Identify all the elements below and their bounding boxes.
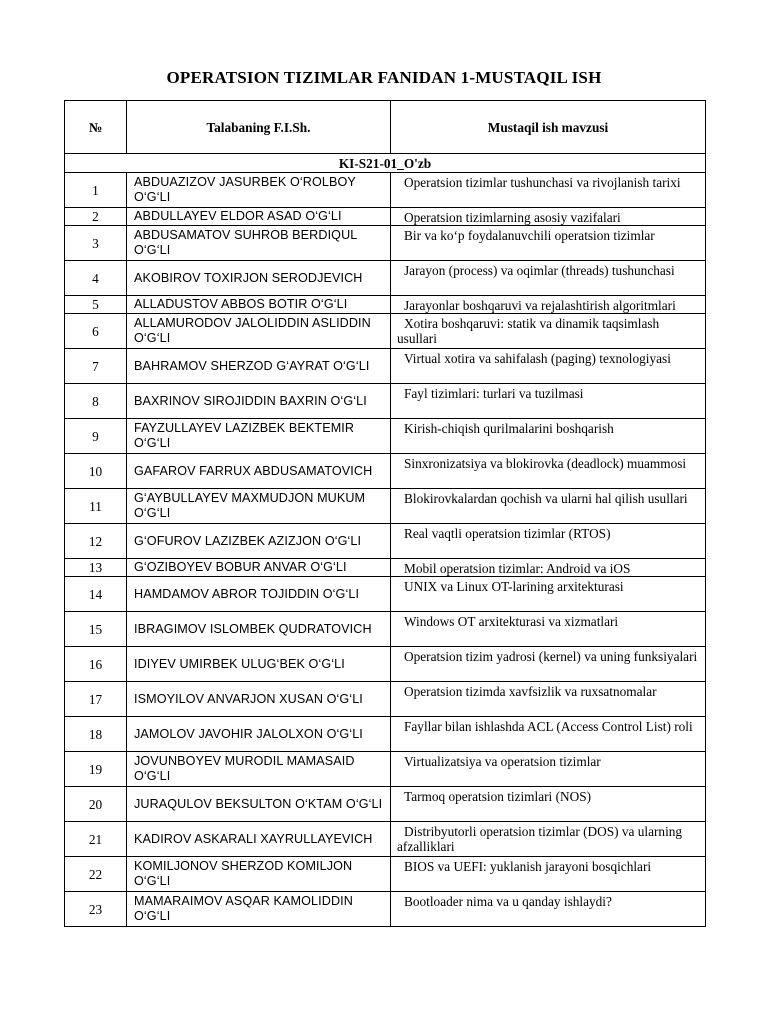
- topic-text: Operatsion tizimlar tushunchasi va rivojlanish tarixi: [404, 175, 681, 190]
- group-row: [65, 154, 706, 173]
- topic-text: Bir va ko‘p foydalanuvchili operatsion tizimlar: [404, 228, 655, 243]
- topic-cell: [391, 752, 706, 787]
- table-row: [65, 226, 706, 261]
- table-row: [65, 419, 706, 454]
- table-row: [65, 489, 706, 524]
- student-name: MAMARAIMOV ASQAR KAMOLIDDIN O‘G‘LI: [127, 892, 391, 927]
- row-number: 20: [65, 787, 127, 822]
- topic-cell: [391, 208, 706, 226]
- student-name: ABDULLAYEV ELDOR ASAD O‘G‘LI: [127, 208, 391, 226]
- topic-cell: [391, 892, 706, 927]
- student-name: IBRAGIMOV ISLOMBEK QUDRATOVICH: [127, 612, 391, 647]
- table-row: [65, 524, 706, 559]
- row-number: 13: [65, 559, 127, 577]
- row-number: 1: [65, 173, 127, 208]
- topic-cell: [391, 261, 706, 296]
- table-row: [65, 717, 706, 752]
- topic-cell: [391, 717, 706, 752]
- topic-cell: [391, 857, 706, 892]
- topic-cell: [391, 419, 706, 454]
- student-name: JAMOLOV JAVOHIR JALOLXON O‘G‘LI: [127, 717, 391, 752]
- topic-cell: [391, 577, 706, 612]
- topic-cell: [391, 559, 706, 577]
- student-name: GAFAROV FARRUX ABDUSAMATOVICH: [127, 454, 391, 489]
- table-row: [65, 559, 706, 577]
- topic-cell: [391, 384, 706, 419]
- student-name: FAYZULLAYEV LAZIZBEK BEKTEMIR O‘G‘LI: [127, 419, 391, 454]
- student-name: KOMILJONOV SHERZOD KOMILJON O‘G‘LI: [127, 857, 391, 892]
- topic-text: BIOS va UEFI: yuklanish jarayoni bosqichlari: [404, 859, 652, 874]
- topic-text: Jarayonlar boshqaruvi va rejalashtirish algoritmlari: [404, 298, 676, 313]
- student-name: ALLAMURODOV JALOLIDDIN ASLIDDIN O‘G‘LI: [127, 314, 391, 349]
- row-number: 22: [65, 857, 127, 892]
- student-name: KADIROV ASKARALI XAYRULLAYEVICH: [127, 822, 391, 857]
- topic-cell: [391, 787, 706, 822]
- row-number: 8: [65, 384, 127, 419]
- table-row: [65, 261, 706, 296]
- topic-text: Operatsion tizim yadrosi (kernel) va uning funksiyalari: [404, 649, 698, 664]
- table-row: [65, 208, 706, 226]
- document-title: OPERATSION TIZIMLAR FANIDAN 1-MUSTAQIL ISH: [166, 68, 602, 87]
- header-topic: Mustaqil ish mavzusi: [391, 101, 706, 154]
- topic-cell: [391, 454, 706, 489]
- row-number: 9: [65, 419, 127, 454]
- row-number: 19: [65, 752, 127, 787]
- student-name: BAXRINOV SIROJIDDIN BAXRIN O‘G‘LI: [127, 384, 391, 419]
- topic-cell: [391, 647, 706, 682]
- student-name: G‘OFUROV LAZIZBEK AZIZJON O‘G‘LI: [127, 524, 391, 559]
- student-name: IDIYEV UMIRBEK ULUG‘BEK O‘G‘LI: [127, 647, 391, 682]
- table-row: [65, 612, 706, 647]
- table-row: [65, 892, 706, 927]
- student-name: HAMDAMOV ABROR TOJIDDIN O‘G‘LI: [127, 577, 391, 612]
- topic-cell: [391, 173, 706, 208]
- student-name: BAHRAMOV SHERZOD G‘AYRAT O‘G‘LI: [127, 349, 391, 384]
- table-row: [65, 314, 706, 349]
- row-number: 18: [65, 717, 127, 752]
- student-name: ALLADUSTOV ABBOS BOTIR O‘G‘LI: [127, 296, 391, 314]
- topic-cell: [391, 314, 706, 349]
- topic-text: Bootloader nima va u qanday ishlaydi?: [404, 894, 612, 909]
- table-row: [65, 349, 706, 384]
- students-table: [64, 100, 706, 927]
- topic-text: Xotira boshqaruvi: statik va dinamik taqsimlash usullari: [397, 316, 660, 346]
- header-student-name: Talabaning F.I.Sh.: [127, 101, 391, 154]
- topic-text: Real vaqtli operatsion tizimlar (RTOS): [404, 526, 611, 541]
- row-number: 10: [65, 454, 127, 489]
- table-row: [65, 647, 706, 682]
- table-row: [65, 682, 706, 717]
- row-number: 11: [65, 489, 127, 524]
- student-name: G‘AYBULLAYEV MAXMUDJON MUKUM O‘G‘LI: [127, 489, 391, 524]
- header-number: №: [65, 101, 127, 154]
- table-row: [65, 787, 706, 822]
- row-number: 23: [65, 892, 127, 927]
- group-label: KI-S21-01_O'zb: [65, 154, 706, 173]
- topic-text: Jarayon (process) va oqimlar (threads) tushunchasi: [404, 263, 675, 278]
- topic-text: Virtual xotira va sahifalash (paging) texnologiyasi: [404, 351, 671, 366]
- table-header-row: [65, 101, 706, 154]
- topic-text: Tarmoq operatsion tizimlari (NOS): [404, 789, 592, 804]
- student-name: G‘OZIBOYEV BOBUR ANVAR O‘G‘LI: [127, 559, 391, 577]
- row-number: 6: [65, 314, 127, 349]
- topic-text: Mobil operatsion tizimlar: Android va iOS: [404, 561, 631, 576]
- topic-text: Distribyutorli operatsion tizimlar (DOS) va ularning afzalliklari: [397, 824, 683, 854]
- topic-text: Blokirovkalardan qochish va ularni hal qilish usullari: [404, 491, 688, 506]
- topic-cell: [391, 612, 706, 647]
- row-number: 14: [65, 577, 127, 612]
- table-row: [65, 857, 706, 892]
- topic-text: Windows OT arxitekturasi va xizmatlari: [404, 614, 619, 629]
- row-number: 12: [65, 524, 127, 559]
- row-number: 4: [65, 261, 127, 296]
- student-name: AKOBIROV TOXIRJON SERODJEVICH: [127, 261, 391, 296]
- row-number: 17: [65, 682, 127, 717]
- topic-cell: [391, 682, 706, 717]
- topic-text: Fayl tizimlari: turlari va tuzilmasi: [404, 386, 584, 401]
- table-row: [65, 822, 706, 857]
- topic-cell: [391, 349, 706, 384]
- row-number: 16: [65, 647, 127, 682]
- student-name: JURAQULOV BEKSULTON O‘KTAM O‘G‘LI: [127, 787, 391, 822]
- topic-cell: [391, 524, 706, 559]
- table-row: [65, 296, 706, 314]
- row-number: 3: [65, 226, 127, 261]
- topic-cell: [391, 489, 706, 524]
- table-row: [65, 577, 706, 612]
- student-name: ABDUSAMATOV SUHROB BERDIQUL O‘G‘LI: [127, 226, 391, 261]
- topic-text: Kirish-chiqish qurilmalarini boshqarish: [404, 421, 614, 436]
- row-number: 15: [65, 612, 127, 647]
- row-number: 2: [65, 208, 127, 226]
- topic-text: Sinxronizatsiya va blokirovka (deadlock) muammosi: [404, 456, 687, 471]
- table-row: [65, 384, 706, 419]
- topic-text: Operatsion tizimda xavfsizlik va ruxsatnomalar: [404, 684, 657, 699]
- student-name: ABDUAZIZOV JASURBEK O‘ROLBOY O‘G‘LI: [127, 173, 391, 208]
- row-number: 21: [65, 822, 127, 857]
- table-row: [65, 752, 706, 787]
- table-row: [65, 173, 706, 208]
- topic-cell: [391, 822, 706, 857]
- table-row: [65, 454, 706, 489]
- student-name: ISMOYILOV ANVARJON XUSAN O‘G‘LI: [127, 682, 391, 717]
- topic-cell: [391, 296, 706, 314]
- topic-cell: [391, 226, 706, 261]
- table-body: [65, 154, 706, 927]
- row-number: 7: [65, 349, 127, 384]
- topic-text: UNIX va Linux OT-larining arxitekturasi: [404, 579, 624, 594]
- student-name: JOVUNBOYEV MURODIL MAMASAID O‘G‘LI: [127, 752, 391, 787]
- row-number: 5: [65, 296, 127, 314]
- topic-text: Fayllar bilan ishlashda ACL (Access Control List) roli: [404, 719, 693, 734]
- topic-text: Operatsion tizimlarning asosiy vazifalari: [404, 210, 621, 225]
- topic-text: Virtualizatsiya va operatsion tizimlar: [404, 754, 601, 769]
